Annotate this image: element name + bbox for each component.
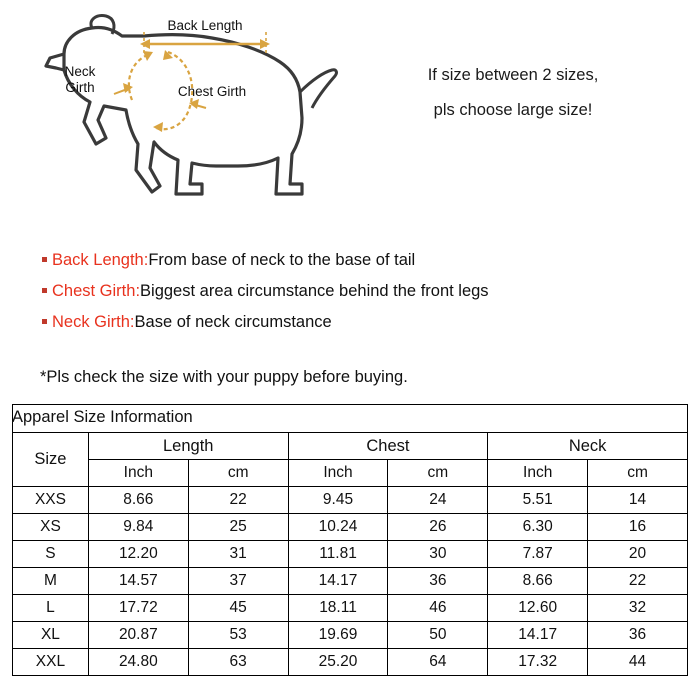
table-row — [13, 487, 688, 514]
cell-chest-inch: 18.11 — [288, 595, 388, 622]
table-row — [13, 541, 688, 568]
header-chest: Chest — [288, 433, 488, 460]
dog-measurement-diagram — [40, 8, 340, 208]
cell-size: XS — [13, 514, 89, 541]
size-note-line-2: pls choose large size! — [433, 101, 593, 119]
bullet-square-icon — [42, 257, 47, 262]
cell-neck-cm: 32 — [588, 595, 688, 622]
header-length: Length — [88, 433, 288, 460]
header-neck: Neck — [488, 433, 688, 460]
definition-row — [42, 307, 682, 338]
cell-neck-cm: 20 — [588, 541, 688, 568]
cell-chest-inch: 10.24 — [288, 514, 388, 541]
cell-length-cm: 31 — [188, 541, 288, 568]
header-chest-cm: cm — [388, 460, 488, 487]
definition-description: Base of neck circumstance — [134, 313, 332, 331]
label-neck-girth-line1: Neck — [64, 64, 96, 79]
cell-length-cm: 22 — [188, 487, 288, 514]
definition-row — [42, 245, 682, 276]
cell-length-cm: 53 — [188, 622, 288, 649]
table-row — [13, 622, 688, 649]
cell-neck-inch: 6.30 — [488, 514, 588, 541]
cell-chest-inch: 25.20 — [288, 649, 388, 676]
cell-chest-cm: 26 — [388, 514, 488, 541]
table-row — [13, 649, 688, 676]
table-unit-header-row — [13, 460, 688, 487]
cell-length-inch: 9.84 — [88, 514, 188, 541]
neck-girth-arrow — [114, 51, 153, 100]
dog-diagram-svg — [40, 8, 340, 208]
cell-length-cm: 45 — [188, 595, 288, 622]
label-neck-girth-line2: Girth — [65, 80, 95, 95]
header-length-inch: Inch — [88, 460, 188, 487]
bullet-square-icon — [42, 319, 47, 324]
header-neck-inch: Inch — [488, 460, 588, 487]
table-row — [13, 568, 688, 595]
definition-description: Biggest area circumstance behind the front legs — [140, 282, 489, 300]
cell-neck-cm: 44 — [588, 649, 688, 676]
cell-chest-cm: 24 — [388, 487, 488, 514]
definition-term: Back Length: — [52, 251, 149, 269]
cell-size: XXS — [13, 487, 89, 514]
cell-neck-cm: 22 — [588, 568, 688, 595]
table-group-header-row — [13, 433, 688, 460]
cell-chest-cm: 36 — [388, 568, 488, 595]
size-note — [348, 58, 678, 128]
cell-neck-inch: 8.66 — [488, 568, 588, 595]
cell-neck-cm: 16 — [588, 514, 688, 541]
table-title: Apparel Size Information — [12, 408, 193, 426]
cell-chest-inch: 14.17 — [288, 568, 388, 595]
cell-chest-inch: 19.69 — [288, 622, 388, 649]
cell-size: M — [13, 568, 89, 595]
label-chest-girth: Chest Girth — [177, 84, 247, 99]
definition-description: From base of neck to the base of tail — [148, 251, 416, 269]
cell-neck-inch: 5.51 — [488, 487, 588, 514]
header-size: Size — [13, 433, 89, 487]
cell-chest-cm: 64 — [388, 649, 488, 676]
measurement-definitions — [42, 245, 682, 338]
definition-term: Chest Girth: — [52, 282, 141, 300]
cell-length-inch: 14.57 — [88, 568, 188, 595]
cell-length-inch: 12.20 — [88, 541, 188, 568]
cell-length-inch: 8.66 — [88, 487, 188, 514]
cell-chest-cm: 30 — [388, 541, 488, 568]
table-row — [13, 514, 688, 541]
cell-length-cm: 63 — [188, 649, 288, 676]
buying-disclaimer: *Pls check the size with your puppy before buying. — [40, 368, 408, 386]
header-neck-cm: cm — [588, 460, 688, 487]
cell-size: XXL — [13, 649, 89, 676]
dog-tail-icon — [300, 70, 336, 108]
label-back-length: Back Length — [167, 18, 243, 33]
cell-size: XL — [13, 622, 89, 649]
cell-chest-cm: 46 — [388, 595, 488, 622]
header-length-cm: cm — [188, 460, 288, 487]
bullet-square-icon — [42, 288, 47, 293]
size-note-line-1: If size between 2 sizes, — [427, 66, 599, 84]
cell-neck-inch: 12.60 — [488, 595, 588, 622]
cell-chest-inch: 9.45 — [288, 487, 388, 514]
cell-chest-inch: 11.81 — [288, 541, 388, 568]
dog-snout-icon — [46, 54, 64, 70]
cell-chest-cm: 50 — [388, 622, 488, 649]
definition-row — [42, 276, 682, 307]
cell-neck-cm: 14 — [588, 487, 688, 514]
cell-neck-cm: 36 — [588, 622, 688, 649]
table-row — [13, 595, 688, 622]
cell-length-inch: 24.80 — [88, 649, 188, 676]
cell-size: L — [13, 595, 89, 622]
definition-term: Neck Girth: — [52, 313, 135, 331]
cell-neck-inch: 7.87 — [488, 541, 588, 568]
cell-neck-inch: 17.32 — [488, 649, 588, 676]
cell-size: S — [13, 541, 89, 568]
cell-length-cm: 25 — [188, 514, 288, 541]
cell-length-inch: 20.87 — [88, 622, 188, 649]
header-chest-inch: Inch — [288, 460, 388, 487]
apparel-size-table — [12, 432, 688, 676]
cell-length-cm: 37 — [188, 568, 288, 595]
cell-neck-inch: 14.17 — [488, 622, 588, 649]
cell-length-inch: 17.72 — [88, 595, 188, 622]
